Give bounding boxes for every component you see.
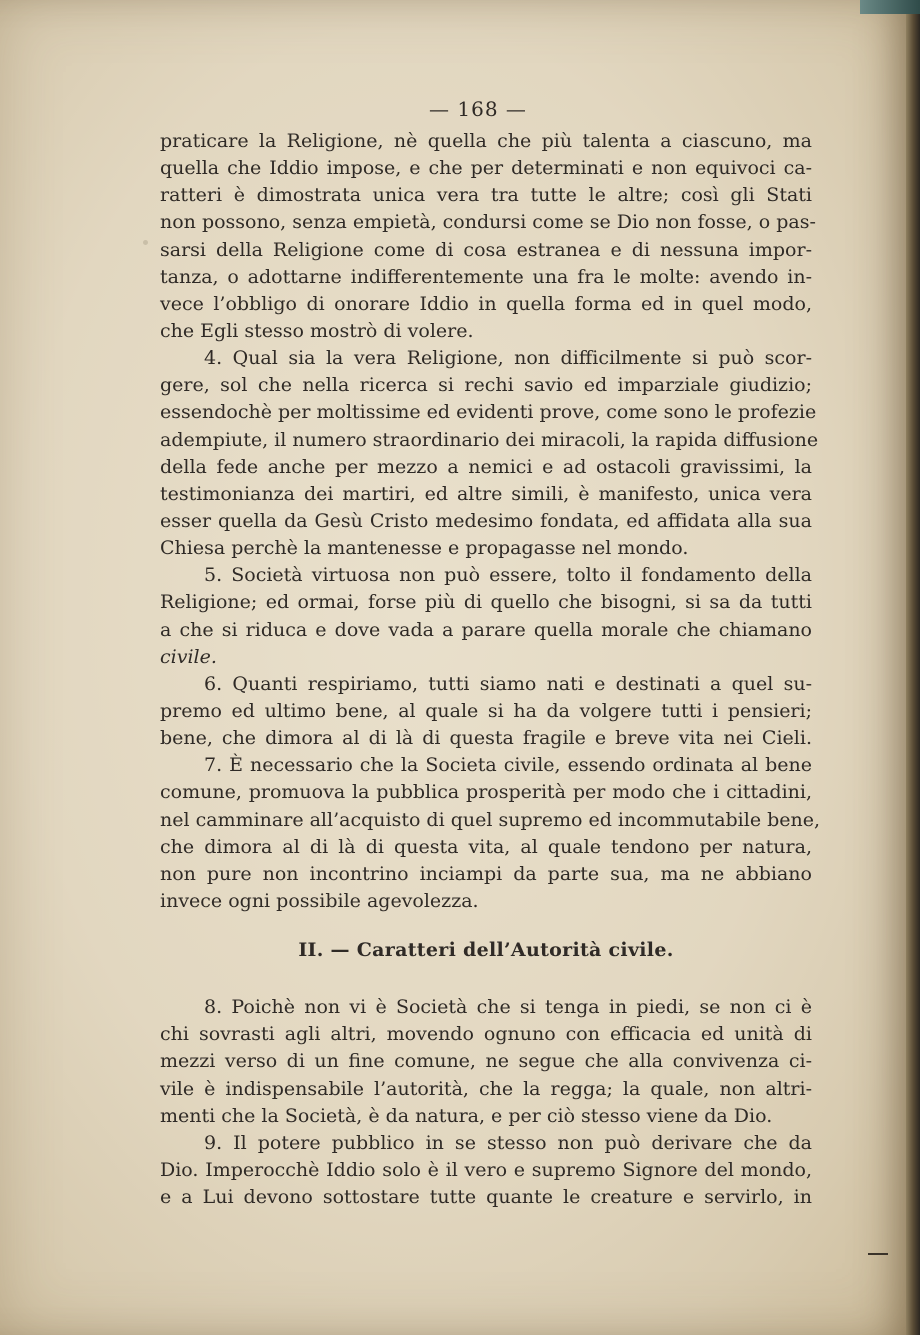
paragraph-4-start: 4. Qual sia la vera Religione, non difficilmente si può scor- (204, 347, 812, 370)
text-line: invece ogni possibile agevolezza. (160, 889, 479, 912)
text-line: praticare la Religione, nè quella che più talenta a ciascuno, ma (160, 130, 812, 152)
text-line: sarsi della Religione come di cosa estranea e di nessuna impor- (160, 238, 812, 261)
text-line: vece l’obbligo di onorare Iddio in quella forma ed in quel modo, (160, 292, 812, 315)
paragraph-5-start: 5. Società virtuosa non può essere, tolto il fondamento della (204, 564, 812, 587)
text-line: vile è indispensabile l’autorità, che la regga; la quale, non altri- (160, 1077, 812, 1100)
text-line: gere, sol che nella ricerca si rechi savio ed imparziale giudizio; (160, 374, 812, 397)
paragraph-7-start: 7. È necessario che la Societa civile, essendo ordinata al bene (204, 754, 812, 777)
text-line: Religione; ed ormai, forse più di quello che bisogni, si sa da tutti (160, 591, 812, 614)
text-line: essendochè per moltissime ed evidenti prove, come sono le profezie (160, 401, 817, 424)
text-line: testimonianza dei martiri, ed altre simili, è manifesto, unica vera (160, 482, 812, 505)
text-line: chi sovrasti agli altri, movendo ognuno con efficacia ed unità di (160, 1023, 812, 1046)
page-text-block (160, 96, 821, 1211)
text-line-italic: civile. (160, 645, 217, 668)
text-line: della fede anche per mezzo a nemici e ad ostacoli gravissimi, la (160, 455, 812, 478)
text-line: Dio. Imperocchè Iddio solo è il vero e supremo Signore del mondo, (160, 1158, 812, 1181)
text-line: non pure non incontrino inciampi da parte sua, ma ne abbiano (160, 862, 812, 885)
section-heading: II. — Caratteri dell’Autorità civile. (298, 939, 674, 962)
paper-spot (143, 240, 148, 245)
text-line: ratteri è dimostrata unica vera tra tutte le altre; così gli Stati (160, 184, 812, 207)
paragraph-9-start: 9. Il potere pubblico in se stesso non può derivare che da (204, 1131, 812, 1154)
text-line: che Egli stesso mostrò di volere. (160, 319, 474, 342)
text-line: quella che Iddio impose, e che per determinati e non equivoci ca- (160, 157, 812, 180)
text-line: mezzi verso di un fine comune, ne segue che alla convivenza ci- (160, 1050, 812, 1073)
text-line: bene, che dimora al di là di questa fragile e breve vita nei Cieli. (160, 727, 812, 750)
text-line: nel camminare all’acquisto di quel supremo ed incommutabile bene, (160, 808, 821, 831)
text-line: comune, promuova la pubblica prosperità per modo che i cittadini, (160, 781, 812, 804)
text-line: a che si riduca e dove vada a parare quella morale che chiamano (160, 618, 812, 641)
text-line: e a Lui devono sottostare tutte quante le creature e servirlo, in (160, 1186, 812, 1209)
page-spine-edge (906, 0, 920, 1335)
text-line: tanza, o adottarne indifferentemente una fra le molte: avendo in- (160, 265, 812, 288)
cover-corner (860, 0, 920, 14)
text-line: menti che la Società, è da natura, e per ciò stesso viene da Dio. (160, 1104, 773, 1127)
text-line: che dimora al di là di questa vita, al quale tendono per natura, (160, 835, 812, 858)
text-line: premo ed ultimo bene, al quale si ha da volgere tutti i pensieri; (160, 699, 812, 722)
text-line: non possono, senza empietà, condursi come se Dio non fosse, o pas- (160, 211, 816, 234)
text-line: esser quella da Gesù Cristo medesimo fondata, ed affidata alla sua (160, 509, 812, 532)
paragraph-6-start: 6. Quanti respiriamo, tutti siamo nati e destinati a quel su- (204, 672, 812, 695)
page-number: — 168 — (429, 97, 527, 121)
text-line: adempiute, il numero straordinario dei miracoli, la rapida diffusione (160, 428, 819, 451)
binding-tick-mark (868, 1253, 888, 1255)
text-line: Chiesa perchè la mantenesse e propagasse nel mondo. (160, 537, 689, 560)
paragraph-8-start: 8. Poichè non vi è Società che si tenga in piedi, se non ci è (204, 996, 812, 1019)
